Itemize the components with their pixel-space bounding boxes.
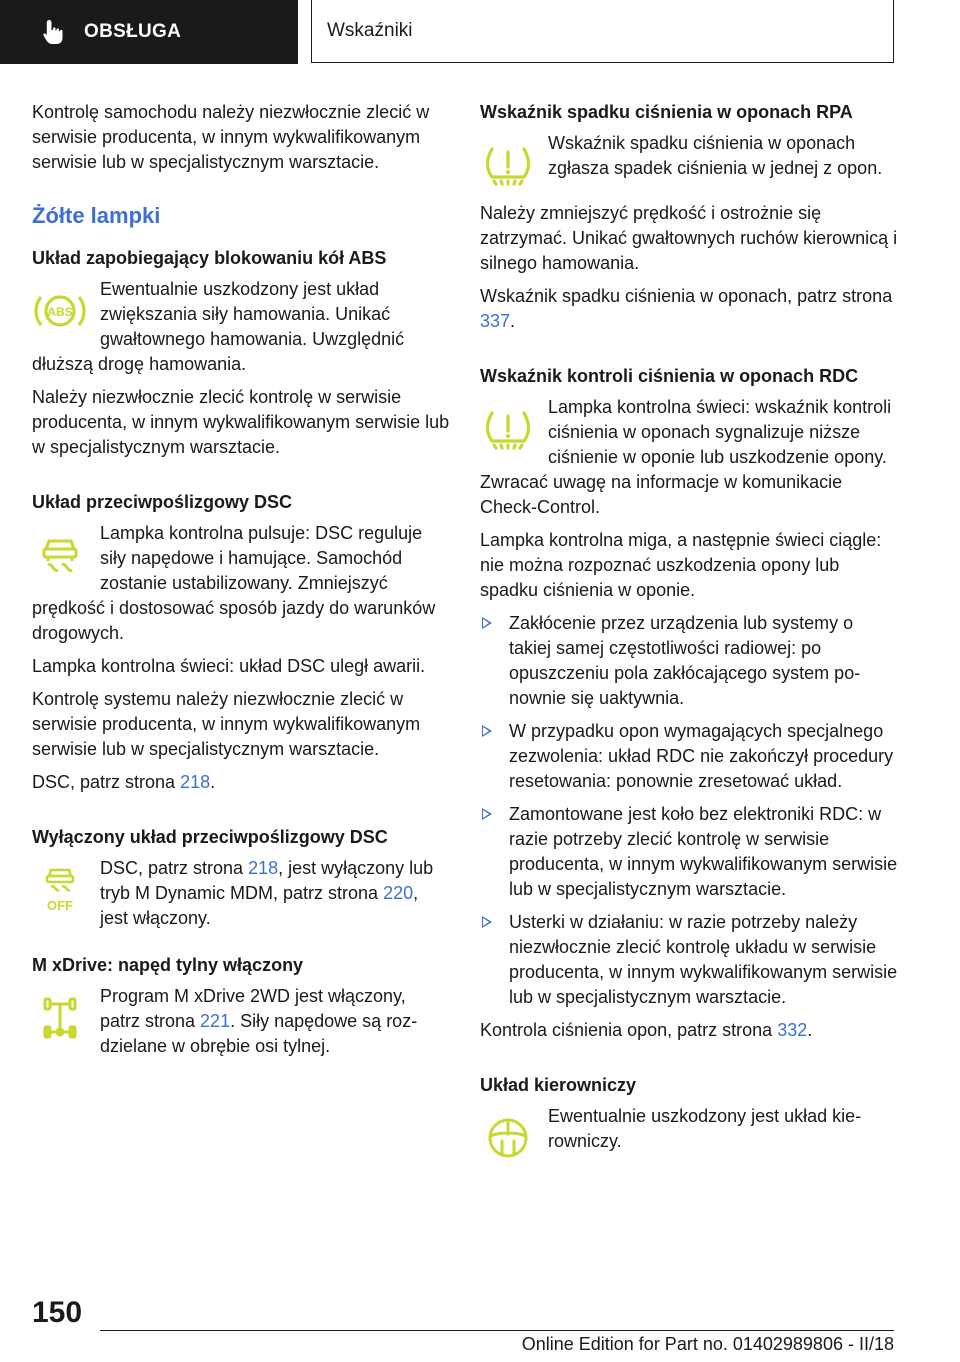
rpa-item: [480, 131, 900, 197]
dsc-text-3: Kontrolę systemu należy niezwłocznie zlecić w serwisie producenta, w innym wykwalifikowanym serwisie lub w specjalistycznym warsztacie.: [32, 689, 421, 759]
triangle-bullet-icon: [482, 916, 492, 928]
xdrive-text: Program M xDrive 2WD jest włączony, patrz strona 221. Siły napędowe są rozdzielane w obrębie osi tylnej.: [100, 986, 418, 1056]
page-number: 150: [32, 1296, 83, 1329]
list-item: W przypadku opon wymagających specjalnego zezwolenia: układ RDC nie zakończył procedury resetowania: ponownie zresetować układ.: [480, 719, 900, 794]
rpa-text: Wskaźnik spadku ciśnienia w oponach zgłasza spadek ciśnienia w jednej z opon.: [548, 133, 883, 178]
rdc-text-2: Lampka kontrolna miga, a następnie świeci ciągle: nie można rozpoznać uszkodzenia opony lub spadku ciśnienia w oponie.: [480, 530, 882, 600]
page-link-332[interactable]: 332: [777, 1020, 808, 1040]
dsc-title: Układ przeciwpoślizgowy DSC: [32, 492, 293, 512]
dsc-off-icon: [32, 862, 88, 918]
page-link-220[interactable]: 220: [383, 883, 414, 903]
abs-text: Ewentualnie uszkodzony jest układ zwiększania siły hamowania. Unikać gwałtownego hamowania. Uwzględnić dłuższą drogę hamowania.: [32, 279, 405, 374]
dsc-text-2: Lampka kontrolna świeci: układ DSC uległ awarii.: [32, 656, 426, 676]
rdc-ref: Kontrola ciśnienia opon, patrz strona 332.: [480, 1020, 813, 1040]
steering-item: [480, 1104, 900, 1170]
triangle-bullet-icon: [482, 725, 492, 737]
edition-note: Online Edition for Part no. 01402989806 - II/18: [521, 1334, 894, 1354]
rpa-text-2: Należy zmniejszyć prędkość i ostrożnie się zatrzymać. Unikać gwałtownych ruchów kierownicą i silnego hamowania.: [480, 203, 898, 273]
section-label: OBSŁUGA: [84, 21, 182, 42]
breadcrumb: [311, 0, 894, 63]
tire-pressure-warning-icon: [480, 137, 536, 193]
list-item: Zakłócenie przez urządzenia lub systemy o takiej samej częstotliwości radiowej: po opuszczeniu pola zakłócającego system ponownie się uaktywnia.: [480, 611, 900, 711]
rdc-title: Wskaźnik kontroli ciśnienia w oponach RDC: [480, 366, 859, 386]
list-item: Usterki w działaniu: w razie potrzeby należy niezwłocznie zlecić kontrolę układu w serwisie producenta, w innym wykwalifikowanym serwisie lub w specjalistycznym warsztacie.: [480, 910, 900, 1010]
dsc-ref: DSC, patrz strona 218.: [32, 772, 216, 792]
steering-title: Układ kierowniczy: [480, 1075, 637, 1095]
page-link-221[interactable]: 221: [200, 1011, 231, 1031]
abs-title: Układ zapobiegający blokowaniu kół ABS: [32, 248, 387, 268]
xdrive-item: [32, 984, 450, 1059]
right-column: [480, 100, 900, 1170]
rdc-bullet-list: [480, 611, 900, 1010]
dsc-text: Lampka kontrolna pulsuje: DSC reguluje siły napędowe i hamujące. Samochód zostanie ustabilizowany. Zmniejszyć prędkość i dostosować sposób jazdy do warunków drogowych.: [32, 523, 436, 643]
abs-warning-icon: [32, 283, 88, 339]
dsc-warning-icon: [32, 527, 88, 583]
tire-pressure-control-icon: [480, 401, 536, 457]
dsc-off-item: [32, 856, 450, 931]
triangle-bullet-icon: [482, 617, 492, 629]
dsc-off-title: Wyłączony układ przeciwpoślizgowy DSC: [32, 827, 388, 847]
page-link-218[interactable]: 218: [180, 772, 211, 792]
svg-text:OFF: OFF: [47, 898, 73, 913]
rear-drive-icon: [32, 990, 88, 1046]
left-column: [32, 100, 450, 1059]
xdrive-title: M xDrive: napęd tylny włączony: [32, 955, 304, 975]
rdc-text: Lampka kontrolna świeci: wskaźnik kontroli ciśnienia w oponach sygnalizuje niższe ciśnienie w oponie lub uszkodzenie opony. Zwracać uwagę na informacje w komunikacie Check-Control.: [480, 397, 892, 517]
rdc-item: [480, 395, 900, 520]
list-item: Zamontowane jest koło bez elektroniki RDC: w razie potrzeby zlecić kontrolę w serwisie producenta, w innym wykwalifikowanym serwisie lub w specjalistycznym warsztacie.: [480, 802, 900, 902]
abs-text-2: Należy niezwłocznie zlecić kontrolę w serwisie producenta, w innym wykwalifikowanym serwisie lub w specjalistycznym warsztacie.: [32, 387, 450, 457]
dsc-item: [32, 521, 450, 646]
breadcrumb-label: Wskaźniki: [327, 20, 413, 41]
footer-divider: [100, 1330, 894, 1331]
svg-text:ABS: ABS: [47, 305, 73, 319]
abs-item: [32, 277, 450, 377]
dsc-off-text: DSC, patrz strona 218, jest wyłączony lub tryb M Dynamic MDM, patrz strona 220, jest włączony.: [100, 858, 434, 928]
hand-pointer-icon: [38, 17, 68, 47]
intro-text: Kontrolę samochodu należy niezwłocznie zlecić w serwisie producenta, w innym wykwalifikowanym serwisie lub w specjalistycznym warsztacie.: [32, 102, 430, 172]
page-link-337[interactable]: 337: [480, 311, 511, 331]
steering-warning-icon: [480, 1110, 536, 1166]
rpa-ref: Wskaźnik spadku ciśnienia w oponach, patrz strona 337.: [480, 286, 893, 331]
steering-text: Ewentualnie uszkodzony jest układ kierowniczy.: [548, 1106, 862, 1151]
triangle-bullet-icon: [482, 808, 492, 820]
page-link-218b[interactable]: 218: [248, 858, 279, 878]
section-tab[interactable]: [0, 0, 298, 64]
yellow-lamps-heading: Żółte lampki: [32, 203, 161, 228]
rpa-title: Wskaźnik spadku ciśnienia w oponach RPA: [480, 102, 853, 122]
